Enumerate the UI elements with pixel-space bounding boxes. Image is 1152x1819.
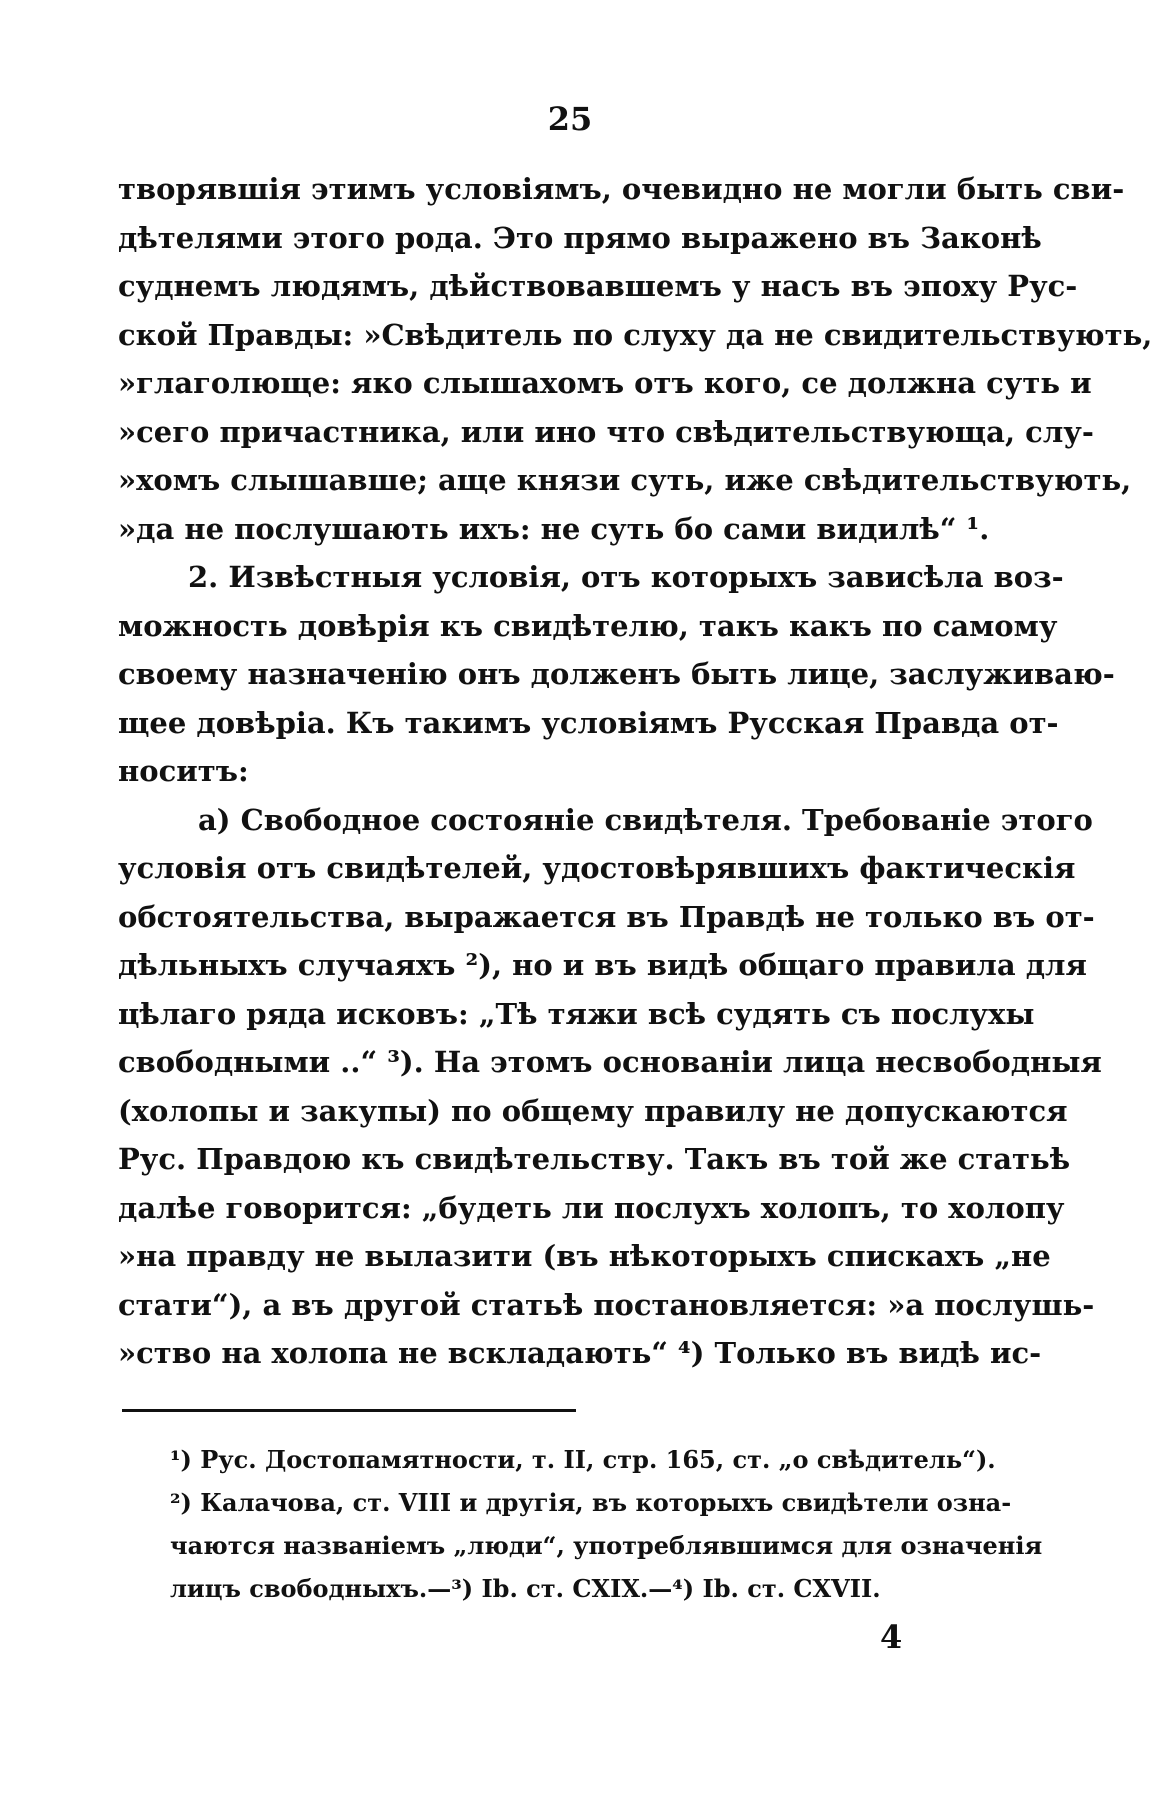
- body-line: дѣтелями этого рода. Это прямо выражено въ Законѣ: [118, 220, 1042, 255]
- body-line: носитъ:: [118, 754, 249, 788]
- footnote-divider: [122, 1409, 576, 1412]
- signature-mark: 4: [880, 1618, 903, 1656]
- body-line: Рус. Правдою къ свидѣтельству. Такъ въ той же статьѣ: [118, 1142, 1071, 1176]
- body-line: дѣльныхъ случаяхъ ²), но и въ видѣ общаго правила для: [118, 948, 1087, 982]
- body-line: (холопы и закупы) по общему правилу не допускаются: [118, 1093, 1068, 1128]
- footnotes: [170, 1438, 1043, 1610]
- body-line: щее довѣріа. Къ такимъ условіямъ Русская Правда от-: [118, 705, 1059, 740]
- body-line: »на правду не вылазити (въ нѣкоторыхъ спискахъ „не: [118, 1239, 1051, 1273]
- body-line: свободными ..“ ³). На этомъ основаніи лица несвободныя: [118, 1045, 1102, 1079]
- body-line: а) Свободное состояніе свидѣтеля. Требованіе этого: [198, 802, 1093, 837]
- body-line: 2. Извѣстныя условія, отъ которыхъ зависѣла воз-: [188, 560, 1064, 594]
- body-line: творявшія этимъ условіямъ, очевидно не могли быть сви-: [118, 172, 1125, 206]
- body-line: обстоятельства, выражается въ Правдѣ не только въ от-: [118, 899, 1095, 934]
- body-line: »сего причастника, или ино что свѣдительствующа, слу-: [118, 414, 1094, 449]
- footnote-line: чаются названіемъ „люди“, употреблявшимся для означенія: [170, 1531, 1043, 1560]
- footnote-line: ²) Калачова, ст. VIII и другія, въ которыхъ свидѣтели озна-: [170, 1488, 1012, 1517]
- body-line: ской Правды: »Свѣдитель по слуху да не свидительствують,: [118, 317, 1152, 352]
- body-line: »хомъ слышавше; аще князи суть, иже свѣдительствують,: [118, 463, 1132, 497]
- body-line: стати“), а въ другой статьѣ постановляется: »а послушь-: [118, 1287, 1095, 1322]
- body-text: [118, 165, 1152, 1378]
- body-line: цѣлаго ряда исковъ: „Тѣ тяжи всѣ судять съ послухы: [118, 996, 1035, 1031]
- footnote-line: ¹) Рус. Достопамятности, т. II, стр. 165, ст. „о свѣдитель“).: [170, 1445, 996, 1474]
- body-line: »глаголюще: яко слышахомъ отъ кого, се должна суть и: [118, 366, 1092, 400]
- body-line: условія отъ свидѣтелей, удостовѣрявшихъ фактическія: [118, 851, 1076, 885]
- body-line: »да не послушають ихъ: не суть бо сами видилѣ“ ¹.: [118, 511, 990, 546]
- body-line: далѣе говорится: „будеть ли послухъ холопъ, то холопу: [118, 1190, 1065, 1225]
- body-line: своему назначенію онъ долженъ быть лице, заслуживаю-: [118, 657, 1115, 691]
- body-line: можность довѣрія къ свидѣтелю, такъ какъ по самому: [118, 608, 1058, 643]
- footnote-line: лицъ свободныхъ.—³) Ib. ст. CXIX.—⁴) Ib. ст. CXVII.: [170, 1574, 881, 1603]
- page-number: 25: [547, 100, 593, 138]
- body-line: »ство на холопа не вскладають“ ⁴) Только въ видѣ ис-: [118, 1336, 1042, 1370]
- body-line: суднемъ людямъ, дѣйствовавшемъ у насъ въ эпоху Рус-: [118, 269, 1078, 303]
